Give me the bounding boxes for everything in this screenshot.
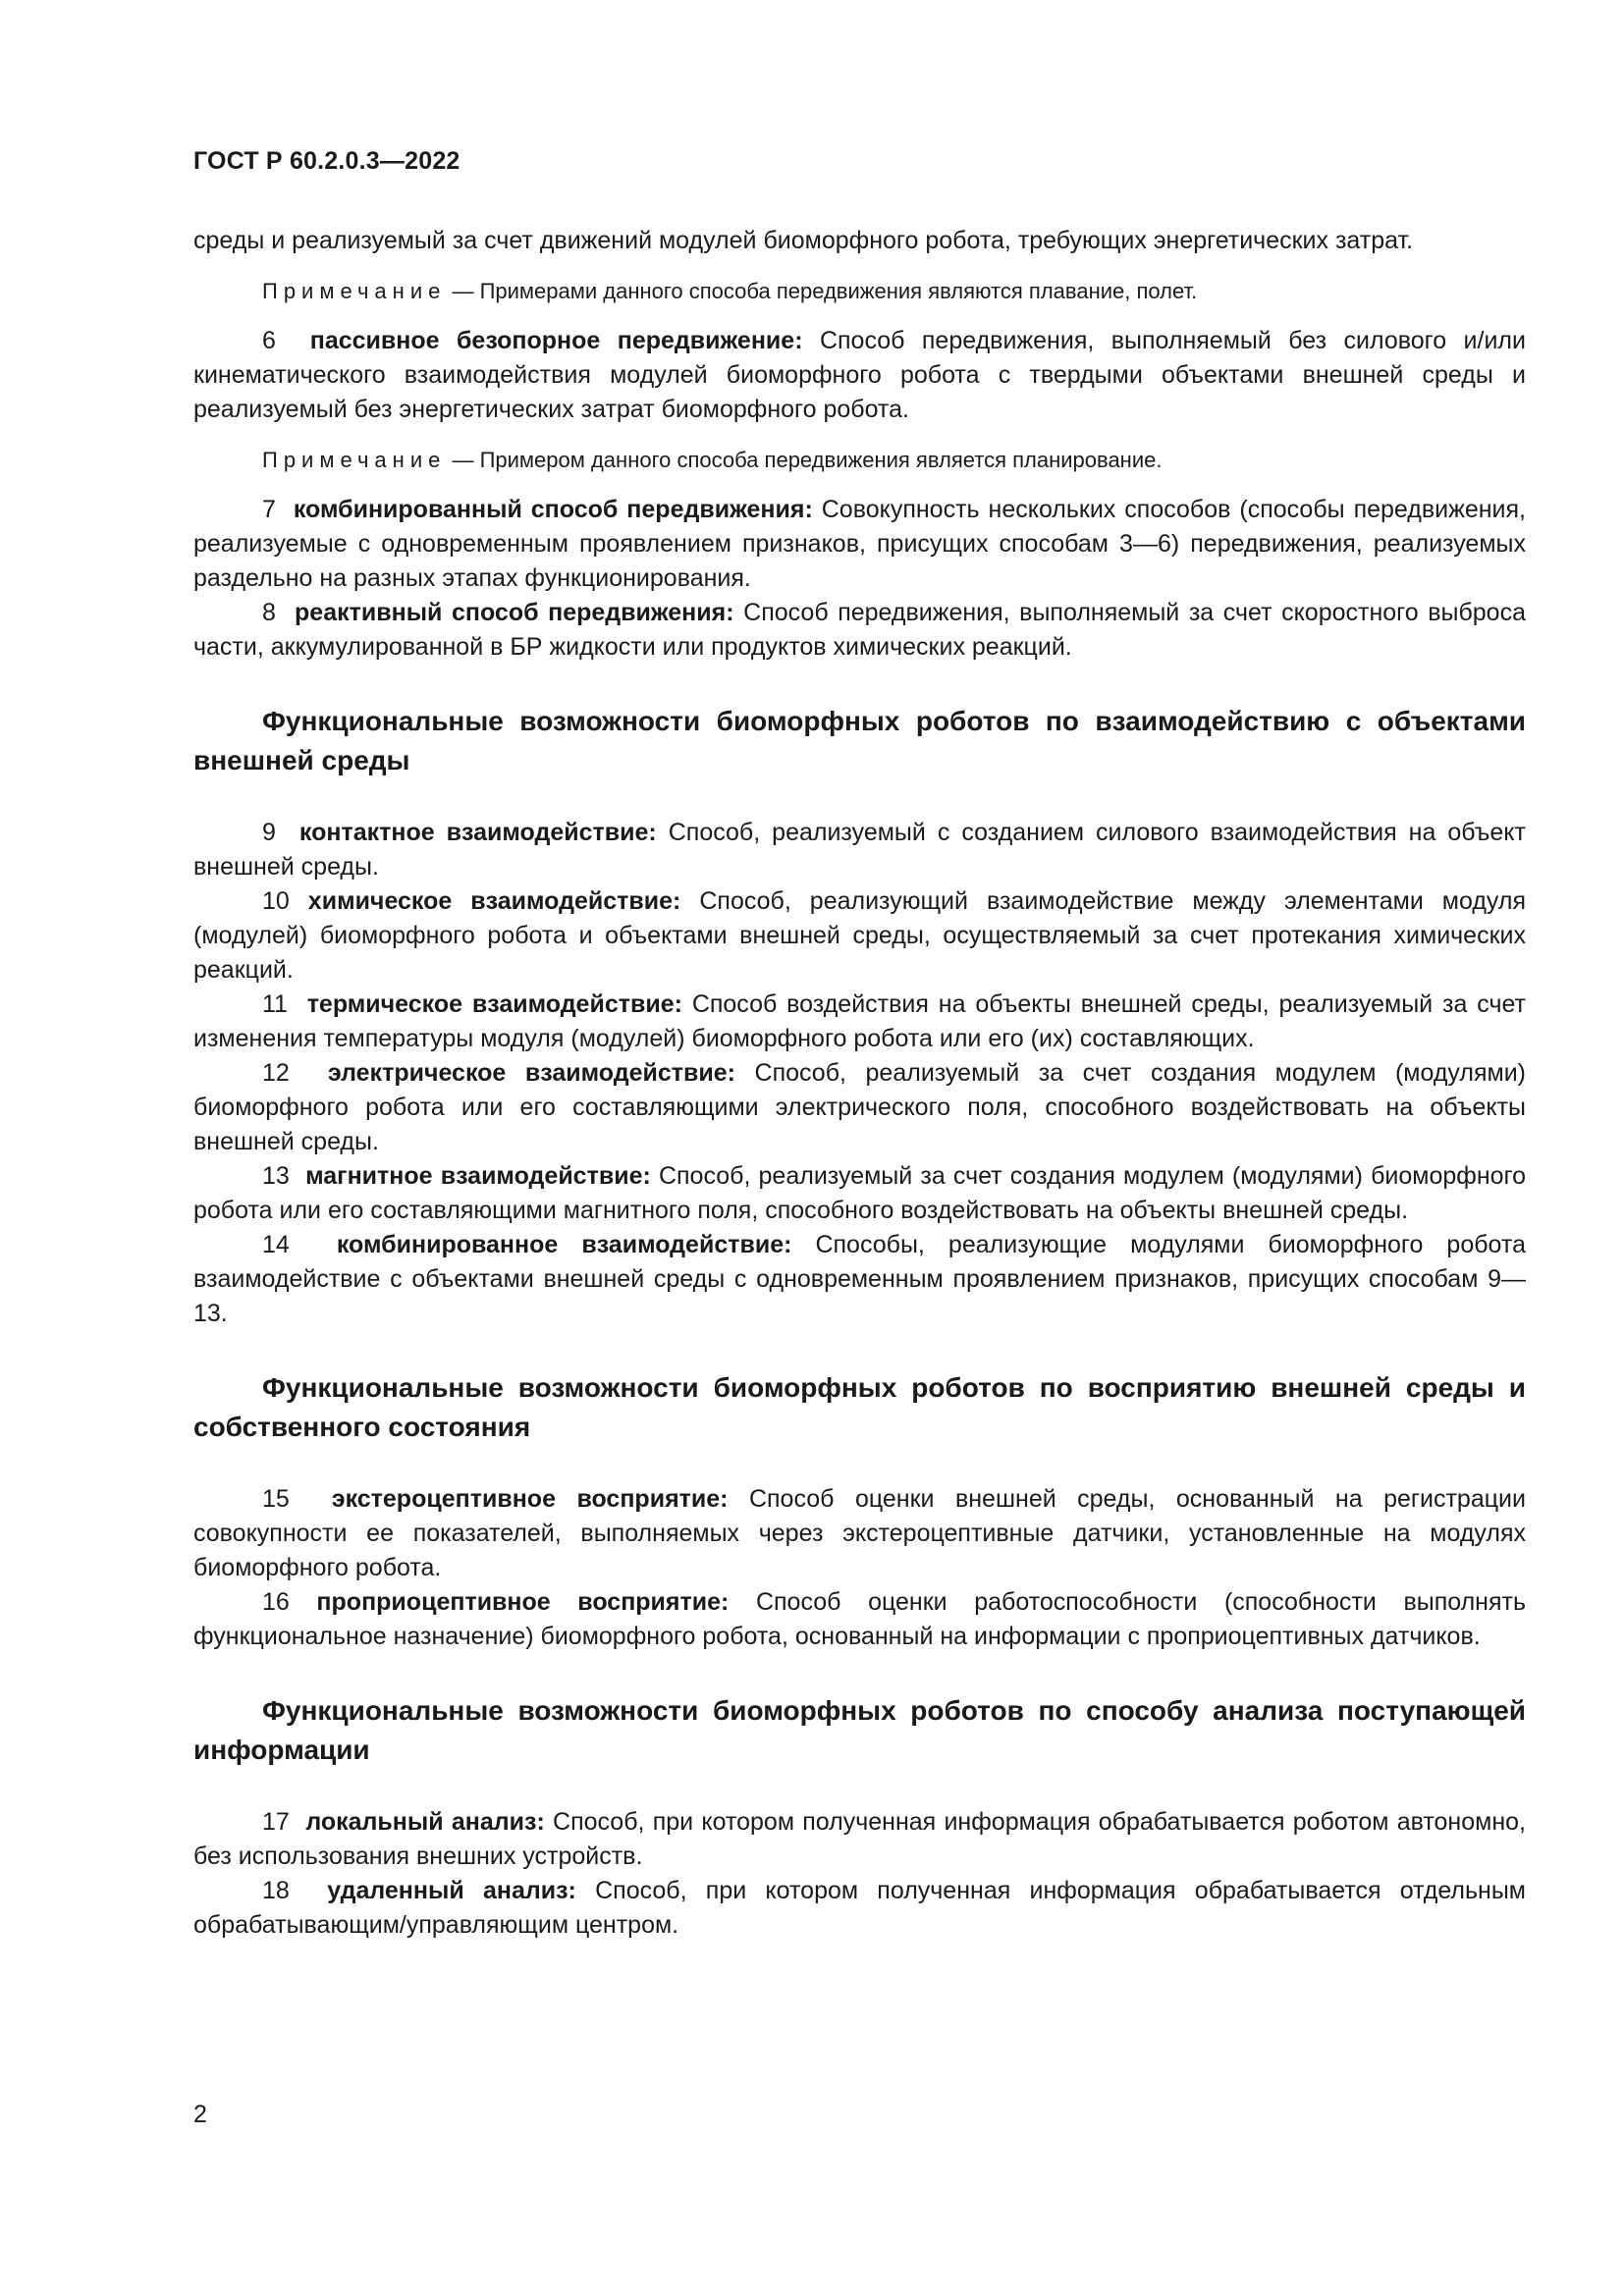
note-text: — Примером данного способа передвижения является планирование.	[446, 448, 1163, 472]
term-item-11	[193, 988, 1526, 1056]
section-heading-interaction: Функциональные возможности биоморфных роботов по взаимодействию с объектами внешней среды	[193, 706, 1526, 775]
term-number: 17	[262, 1808, 290, 1836]
term-definition: Способ, реализуемый с созданием силового взаимодействия на объект внешней среды.	[193, 819, 1526, 881]
term-number: 14	[262, 1231, 290, 1258]
term-item-12	[193, 1056, 1526, 1159]
term-title: контактное взаимодействие:	[298, 819, 657, 846]
term-title: термическое взаимодействие:	[306, 990, 682, 1018]
term-definition: Совокупность нескольких способов (способы передвижения, реализуемые с одновременным проявлением признаков, присущих способам 3—6) передвижения, реализуемых раздельно на разных этапах функционирования.	[193, 496, 1526, 592]
term-definition: Способ передвижения, выполняемый без силового и/или кинематического взаимодействия модулей биоморфного робота с твердыми объектами внешней среды и реализуемый без энергетических затрат биоморфного робота.	[193, 327, 1526, 423]
term-title: комбинированное взаимодействие:	[336, 1231, 792, 1258]
term-title: удаленный анализ:	[327, 1877, 576, 1904]
page-number: 2	[193, 2101, 207, 2128]
note-1	[193, 274, 1526, 308]
note-text: — Примерами данного способа передвижения являются плавание, полет.	[446, 279, 1198, 303]
term-title: электрическое взаимодействие:	[327, 1059, 735, 1087]
term-definition: Способы, реализующие модулями биоморфного робота взаимодействие с объектами внешней среды с одновременным проявлением признаков, присущих способам 9—13.	[193, 1231, 1526, 1327]
document-body	[193, 224, 1526, 1943]
term-number: 16	[262, 1588, 290, 1616]
term-definition: Способ воздействия на объекты внешней среды, реализуемый за счет изменения температуры модуля (модулей) биоморфного робота или его (их) составляющих.	[193, 990, 1526, 1052]
term-number: 11	[262, 990, 288, 1018]
term-title: реактивный способ передвижения:	[295, 599, 734, 626]
term-item-16	[193, 1585, 1526, 1654]
term-item-17	[193, 1805, 1526, 1874]
term-number: 9	[262, 819, 276, 846]
term-definition: Способ оценки внешней среды, основанный на регистрации совокупности ее показателей, выполняемых через экстероцептивные датчики, установленные на модулях биоморфного робота.	[193, 1485, 1526, 1581]
note-2	[193, 443, 1526, 477]
term-title: проприоцептивное восприятие:	[316, 1588, 730, 1616]
term-number: 8	[262, 599, 276, 626]
term-number: 18	[262, 1877, 290, 1904]
term-title: локальный анализ:	[305, 1808, 545, 1836]
term-definition: Способ, реализующий взаимодействие между элементами модуля (модулей) биоморфного робота и объектами внешней среды, осуществляемый за счет протекания химических реакций.	[193, 887, 1526, 984]
note-label: Примечание	[262, 448, 447, 472]
term-item-13	[193, 1159, 1526, 1228]
term-item-10	[193, 884, 1526, 988]
term-item-9	[193, 816, 1526, 884]
term-definition: Способ, при котором полученная информация обрабатывается отдельным обрабатывающим/управляющим центром.	[193, 1877, 1526, 1939]
term-definition: Способ, реализуемый за счет создания модулем (модулями) биоморфного робота или его составляющими электрического поля, способного воздействовать на объекты внешней среды.	[193, 1059, 1526, 1155]
term-title: химическое взаимодействие:	[307, 887, 681, 915]
term-number: 10	[262, 887, 290, 915]
section-heading-analysis: Функциональные возможности биоморфных роботов по способу анализа поступающей информации	[193, 1695, 1526, 1765]
term-number: 12	[262, 1059, 290, 1087]
term-definition: Способ, при котором полученная информация обрабатывается роботом автономно, без использования внешних устройств.	[193, 1808, 1526, 1870]
term-item-7	[193, 493, 1526, 596]
term-item-18	[193, 1874, 1526, 1943]
term-item-15	[193, 1482, 1526, 1585]
document-header: ГОСТ Р 60.2.0.3—2022	[193, 147, 460, 175]
section-heading-perception: Функциональные возможности биоморфных роботов по восприятию внешней среды и собственного состояния	[193, 1372, 1526, 1442]
term-number: 7	[262, 496, 276, 523]
term-title: комбинированный способ передвижения:	[293, 496, 813, 523]
term-definition: Способ передвижения, выполняемый за счет скоростного выброса части, аккумулированной в БР жидкости или продуктов химических реакций.	[193, 599, 1526, 661]
term-item-8	[193, 596, 1526, 665]
term-number: 13	[262, 1162, 290, 1190]
term-definition: Способ оценки работоспособности (способности выполнять функциональное назначение) биоморфного робота, основанный на информации с проприоцептивных датчиков.	[193, 1588, 1526, 1650]
term-title: экстероцептивное восприятие:	[331, 1485, 729, 1513]
term-item-6	[193, 324, 1526, 427]
note-label: Примечание	[262, 279, 447, 303]
term-title: магнитное взаимодействие:	[305, 1162, 651, 1190]
intro-paragraph: среды и реализуемый за счет движений модулей биоморфного робота, требующих энергетических затрат.	[193, 227, 1414, 254]
term-number: 15	[262, 1485, 290, 1513]
term-item-14	[193, 1228, 1526, 1331]
term-number: 6	[262, 327, 276, 354]
term-definition: Способ, реализуемый за счет создания модулем (модулями) биоморфного робота или его составляющими магнитного поля, способного воздействовать на объекты внешней среды.	[193, 1162, 1526, 1224]
term-title: пассивное безопорное передвижение:	[309, 327, 803, 354]
